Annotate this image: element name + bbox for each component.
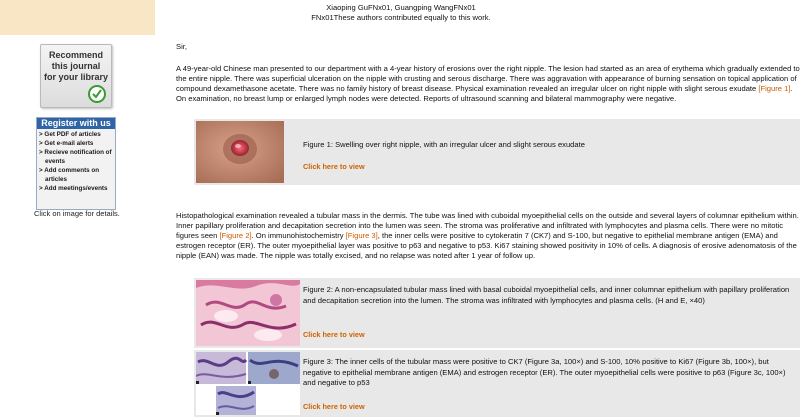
article-body	[176, 0, 800, 417]
figure-2-view-link[interactable]: Click here to view	[303, 330, 365, 339]
register-item: > Get e-mail alerts	[39, 140, 94, 147]
figure-2-caption: Figure 2: A non-encapsulated tubular mass lined with basal cuboidal myoepithelial cells, and inner columnar epithelium with papillary proliferation and decapitation secretion into the lumen. The stroma was infiltrated with lymphocytes and plasma cells. (H and E, ×40)	[303, 285, 790, 305]
figure-3-ref-link[interactable]: [Figure 3]	[345, 231, 378, 240]
sidebar-header-band	[0, 0, 155, 35]
register-item: > Recieve notification of	[39, 149, 112, 156]
register-title: Register with us	[37, 118, 115, 129]
paragraph-text: . On examination, no breast lump or enlarged lymph nodes were detected. Reports of ultrasound scanning and bilateral mammography were negative.	[176, 84, 793, 103]
salutation: Sir,	[176, 42, 187, 51]
figure-1-band	[194, 119, 800, 185]
register-box[interactable]	[36, 117, 116, 210]
register-item: > Add comments on	[39, 167, 100, 174]
paragraph-text: . On immunohistochemistry	[251, 231, 346, 240]
figure-2-band	[194, 278, 800, 348]
figure-1-ref-link[interactable]: [Figure 1]	[758, 84, 791, 93]
register-item: events	[45, 158, 65, 165]
paragraph-2	[176, 211, 800, 261]
author-block	[176, 3, 626, 23]
recommend-line-2: this journal	[51, 61, 101, 71]
register-benefits-list	[37, 129, 115, 193]
authors-line: Xiaoping GuFNx01, Guangping WangFNx01	[326, 3, 476, 12]
recommend-line-1: Recommend	[48, 50, 103, 60]
register-item: > Get PDF of articles	[39, 131, 101, 138]
paragraph-text: Histopathological examination revealed a tubular mass in the dermis. The tube was lined with cuboidal myoepithelial cells on the outside and several layers of columnar epithelium within. Inner papillary proliferation and decapitation secretion into the lumen was seen. The stroma was proliferative and infiltrated with lymphocytes and plasma cells. There were no mitotic figures seen	[176, 211, 799, 240]
paragraph-text: A 49-year-old Chinese man presented to our department with a 4-year history of erosions over the right nipple. The lesion had started as an area of erythema which gradually extended to the entire nipple. There was superficial ulceration on the nipple with crusting and serous discharge. There was aggravation with appearance of burning sensation on topical application of compound dexamethasone acetate. There was no family history of breast disease. Physical examination revealed an irregular ulcer on right nipple with slight serous exudate	[176, 64, 800, 93]
figure-3-band	[194, 350, 800, 417]
paragraph-text: , the inner cells were positive to cytokeratin 7 (CK7) and S-100, but negative to epithelial membrane antigen (EMA) and estrogen receptor (ER). The outer myoepithelial layer was positive to p63 and negative to p53. Ki67 staining showed positivity in 10% of cells. A diagnosis of erosive adenomatosis of the nipple (EAN) was made. The nipple was totally excised, and no relapse was noted after 1 year of follow up.	[176, 231, 797, 260]
paragraph-1	[176, 64, 800, 104]
register-item: > Add meetings/events	[39, 185, 108, 192]
recommend-line-3: for your library	[43, 72, 108, 82]
figure-1-view-link[interactable]: Click here to view	[303, 162, 365, 171]
checkmark-icon	[88, 85, 106, 103]
figure-1-caption: Figure 1: Swelling over right nipple, with an irregular ulcer and slight serous exudate	[303, 140, 585, 149]
figure-2-thumbnail[interactable]	[196, 280, 300, 349]
click-image-hint: Click on image for details.	[34, 209, 120, 218]
figure-1-thumbnail[interactable]	[196, 121, 284, 186]
authors-footnote: FNx01These authors contributed equally to this work.	[311, 13, 491, 22]
recommend-journal-button[interactable]	[40, 44, 112, 108]
figure-3-view-link[interactable]: Click here to view	[303, 402, 365, 411]
figure-3-thumbnail[interactable]	[196, 352, 300, 417]
left-sidebar	[0, 0, 160, 417]
register-item: articles	[45, 176, 68, 183]
figure-2-ref-link[interactable]: [Figure 2]	[219, 231, 252, 240]
figure-3-caption: Figure 3: The inner cells of the tubular mass were positive to CK7 (Figure 3a, 100×) and S-100, 10% positive to Ki67 (Figure 3b, 100×), but negative to epithelial membrane antigen (EMA) and estrogen receptor (ER). The outer myoepithelial cells were positive to p63 (Figure 3c, 100×) and negative to p53	[303, 357, 786, 387]
